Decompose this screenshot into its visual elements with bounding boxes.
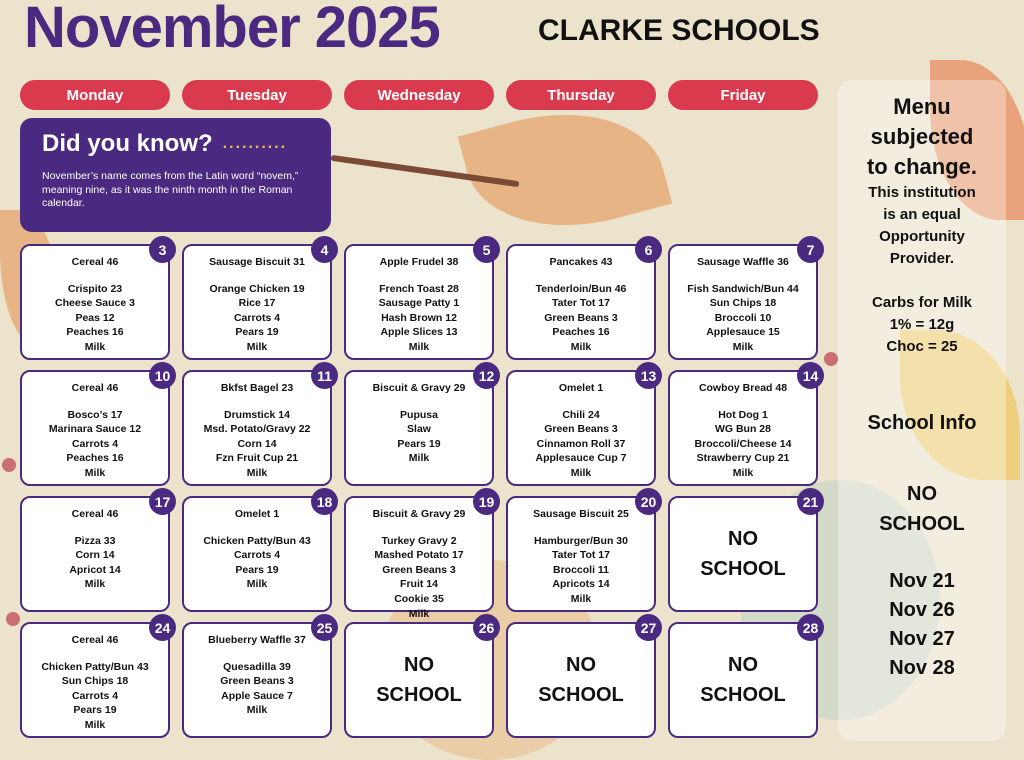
- no-school-label: NO SCHOOL: [376, 654, 462, 706]
- berry-decor: [6, 612, 20, 626]
- lunch-item: Turkey Gravy 2: [381, 534, 457, 547]
- day-cell: [668, 619, 819, 738]
- lunch-item: Quesadilla 39: [223, 660, 291, 673]
- school-info-heading: School Info: [867, 412, 977, 434]
- orange-leaf-decor: [458, 87, 673, 252]
- lunch-item: Msd. Potato/Gravy 22: [203, 423, 311, 436]
- lunch-item: Fruit 14: [400, 578, 438, 591]
- lunch-item: Sun Chips 18: [709, 297, 777, 310]
- lunch-item: Milk: [84, 718, 106, 731]
- lunch-item: Peaches 16: [66, 452, 124, 465]
- lunch-item: Peaches 16: [552, 326, 610, 339]
- lunch-item: Milk: [246, 340, 268, 353]
- day-header-wednesday: Wednesday: [344, 80, 494, 110]
- breakfast-item: Cereal 46: [71, 382, 119, 394]
- date-badge: 17: [149, 488, 176, 515]
- lunch-item: Broccoli 10: [714, 311, 772, 324]
- berry-decor: [824, 352, 838, 366]
- menu-list: [22, 381, 168, 481]
- lunch-item: Milk: [408, 607, 430, 620]
- lunch-item: Marinara Sauce 12: [48, 423, 142, 436]
- lunch-item: Cinnamon Roll 37: [536, 437, 626, 450]
- lunch-item: Carrots 4: [233, 311, 281, 324]
- day-cell: [506, 493, 657, 612]
- day-cell: [182, 367, 332, 486]
- milk-carbs-note: Carbs for Milk 1% = 12g Choc = 25: [871, 294, 973, 355]
- lunch-item: Chicken Patty/Bun 43: [41, 660, 149, 673]
- lunch-item: Tenderloin/Bun 46: [535, 282, 627, 295]
- menu-list: [508, 381, 654, 481]
- school-name: CLARKE SCHOOLS: [538, 14, 820, 47]
- day-cell: [20, 367, 171, 486]
- lunch-item: Drumstick 14: [224, 408, 290, 421]
- day-header-friday: Friday: [668, 80, 818, 110]
- day-cell: [344, 367, 495, 486]
- day-cell: [506, 619, 657, 738]
- lunch-item: WG Bun 28: [714, 423, 771, 436]
- lunch-item: Green Beans 3: [220, 675, 294, 688]
- menu-list: [346, 381, 492, 466]
- menu-list: [508, 507, 654, 607]
- no-school-label: NO SCHOOL: [538, 654, 624, 706]
- menu-list: [670, 255, 816, 355]
- breakfast-item: Biscuit & Gravy 29: [372, 382, 466, 394]
- breakfast-item: Apple Frudel 38: [379, 256, 459, 268]
- date-badge: 28: [797, 614, 824, 641]
- lunch-item: Pears 19: [73, 704, 117, 717]
- page-title: November 2025: [24, 0, 440, 60]
- lunch-item: Milk: [84, 340, 106, 353]
- breakfast-item: Omelet 1: [558, 382, 604, 394]
- lunch-item: Chili 24: [562, 408, 600, 421]
- date-badge: 6: [635, 236, 662, 263]
- breakfast-item: Pancakes 43: [549, 256, 613, 268]
- menu-list: [670, 381, 816, 481]
- day-cell: [182, 493, 333, 612]
- lunch-item: Peaches 16: [66, 326, 124, 339]
- no-school-label: NO SCHOOL: [700, 654, 786, 706]
- equal-opportunity-note: This institution is an equal Opportunity Provider.: [868, 184, 976, 267]
- lunch-item: Corn 14: [75, 549, 115, 562]
- day-cell: [20, 619, 171, 738]
- date-badge: 12: [473, 362, 500, 389]
- lunch-item: Broccoli/Cheese 14: [694, 437, 792, 450]
- lunch-item: Hamburger/Bun 30: [534, 534, 628, 547]
- menu-list: [22, 255, 168, 355]
- lunch-item: French Toast 28: [379, 282, 459, 295]
- dotted-line-decor: ..........: [222, 135, 288, 152]
- menu-list: [346, 507, 492, 621]
- breakfast-item: Cereal 46: [71, 256, 119, 268]
- lunch-item: Milk: [84, 466, 106, 479]
- lunch-item: Milk: [408, 452, 430, 465]
- lunch-item: Bosco’s 17: [67, 408, 123, 421]
- did-you-know-text: November’s name comes from the Latin word “novem,” meaning nine, as it was the ninth month in the Roman calendar.: [42, 170, 299, 210]
- lunch-item: Apple Slices 13: [380, 326, 458, 339]
- day-header-monday: Monday: [20, 80, 170, 110]
- lunch-item: Milk: [408, 340, 430, 353]
- lunch-item: Apricots 14: [552, 578, 610, 591]
- lunch-item: Hash Brown 12: [381, 311, 457, 324]
- info-sidebar: [838, 80, 1006, 741]
- lunch-item: Carrots 4: [71, 437, 119, 450]
- lunch-item: Milk: [732, 340, 754, 353]
- day-cell: [20, 241, 170, 360]
- breakfast-item: Cowboy Bread 48: [698, 382, 788, 394]
- day-cell: [506, 241, 656, 360]
- date-badge: 7: [797, 236, 824, 263]
- lunch-item: Apple Sauce 7: [221, 689, 293, 702]
- day-header-tuesday: Tuesday: [182, 80, 332, 110]
- lunch-item: Milk: [570, 466, 592, 479]
- lunch-item: Applesauce Cup 7: [535, 452, 627, 465]
- lunch-item: Pizza 33: [74, 534, 116, 547]
- date-badge: 3: [149, 236, 176, 263]
- lunch-item: Green Beans 3: [382, 563, 456, 576]
- menu-list: [22, 507, 168, 592]
- lunch-item: Rice 17: [238, 297, 276, 310]
- lunch-item: Milk: [246, 704, 268, 717]
- lunch-item: Fzn Fruit Cup 21: [215, 452, 299, 465]
- lunch-item: Cookie 35: [394, 592, 444, 605]
- breakfast-item: Biscuit & Gravy 29: [372, 508, 466, 520]
- lunch-item: Pears 19: [235, 563, 279, 576]
- menu-list: [184, 381, 330, 481]
- lunch-item: Crispito 23: [67, 282, 123, 295]
- date-badge: 27: [635, 614, 662, 641]
- breakfast-item: Omelet 1: [234, 508, 280, 520]
- day-header-thursday: Thursday: [506, 80, 656, 110]
- date-badge: 13: [635, 362, 662, 389]
- date-badge: 25: [311, 614, 338, 641]
- date-badge: 5: [473, 236, 500, 263]
- no-school-label: NO SCHOOL: [700, 528, 786, 580]
- berry-decor: [2, 458, 16, 472]
- lunch-item: Milk: [246, 466, 268, 479]
- date-badge: 4: [311, 236, 338, 263]
- lunch-item: Sun Chips 18: [61, 675, 129, 688]
- menu-list: [184, 255, 330, 355]
- day-cell: [182, 619, 333, 738]
- lunch-item: Chicken Patty/Bun 43: [203, 534, 311, 547]
- day-cell: [506, 367, 657, 486]
- lunch-item: Green Beans 3: [544, 311, 618, 324]
- no-school-heading: NO SCHOOL: [879, 483, 965, 535]
- day-cell: [344, 619, 495, 738]
- lunch-item: Slaw: [407, 423, 431, 436]
- date-badge: 18: [311, 488, 338, 515]
- lunch-item: Tater Tot 17: [552, 549, 610, 562]
- menu-list: [184, 633, 330, 718]
- day-cell: [668, 367, 819, 486]
- lunch-item: Corn 14: [237, 437, 277, 450]
- breakfast-item: Bkfst Bagel 23: [220, 382, 294, 394]
- lunch-item: Tater Tot 17: [552, 297, 610, 310]
- lunch-item: Milk: [246, 578, 268, 591]
- menu-list: [508, 255, 654, 355]
- lunch-item: Broccoli 11: [552, 563, 610, 576]
- lunch-item: Orange Chicken 19: [209, 282, 305, 295]
- lunch-item: Strawberry Cup 21: [696, 452, 790, 465]
- lunch-item: Milk: [570, 592, 592, 605]
- breakfast-item: Cereal 46: [71, 634, 119, 646]
- lunch-item: Applesauce 15: [706, 326, 780, 339]
- did-you-know-heading: Did you know?: [42, 130, 213, 157]
- lunch-item: Pupusa: [400, 408, 438, 421]
- lunch-item: Pears 19: [235, 326, 279, 339]
- did-you-know-box: [20, 118, 331, 232]
- lunch-item: Milk: [732, 466, 754, 479]
- day-cell: [344, 493, 495, 620]
- date-badge: 21: [797, 488, 824, 515]
- date-badge: 26: [473, 614, 500, 641]
- breakfast-item: Cereal 46: [71, 508, 119, 520]
- date-badge: 14: [797, 362, 824, 389]
- lunch-item: Milk: [570, 340, 592, 353]
- date-badge: 19: [473, 488, 500, 515]
- breakfast-item: Sausage Waffle 36: [697, 256, 789, 268]
- day-cell: [182, 241, 332, 360]
- breakfast-item: Blueberry Waffle 37: [208, 634, 306, 646]
- lunch-item: Pears 19: [397, 437, 441, 450]
- lunch-item: Carrots 4: [71, 689, 119, 702]
- lunch-item: Peas 12: [75, 311, 115, 324]
- day-cell: [668, 241, 818, 360]
- no-school-dates: Nov 21 Nov 26 Nov 27 Nov 28: [889, 570, 955, 679]
- lunch-item: Mashed Potato 17: [374, 549, 464, 562]
- lunch-item: Green Beans 3: [544, 423, 618, 436]
- date-badge: 20: [635, 488, 662, 515]
- breakfast-item: Sausage Biscuit 31: [209, 256, 305, 268]
- menu-list: [346, 255, 492, 355]
- day-cell: [20, 493, 171, 612]
- date-badge: 24: [149, 614, 176, 641]
- day-cell: [668, 493, 819, 612]
- day-cell: [344, 241, 494, 360]
- lunch-item: Sausage Patty 1: [378, 297, 460, 310]
- lunch-item: Cheese Sauce 3: [55, 297, 135, 310]
- breakfast-item: Sausage Biscuit 25: [533, 508, 629, 520]
- lunch-item: Fish Sandwich/Bun 44: [687, 282, 799, 295]
- lunch-item: Hot Dog 1: [718, 408, 768, 421]
- lunch-item: Milk: [84, 578, 106, 591]
- lunch-item: Carrots 4: [233, 549, 281, 562]
- lunch-item: Apricot 14: [69, 563, 121, 576]
- date-badge: 10: [149, 362, 176, 389]
- menu-change-note: Menu subjected to change.: [866, 94, 977, 179]
- date-badge: 11: [311, 362, 338, 389]
- menu-list: [184, 507, 330, 592]
- menu-list: [22, 633, 168, 733]
